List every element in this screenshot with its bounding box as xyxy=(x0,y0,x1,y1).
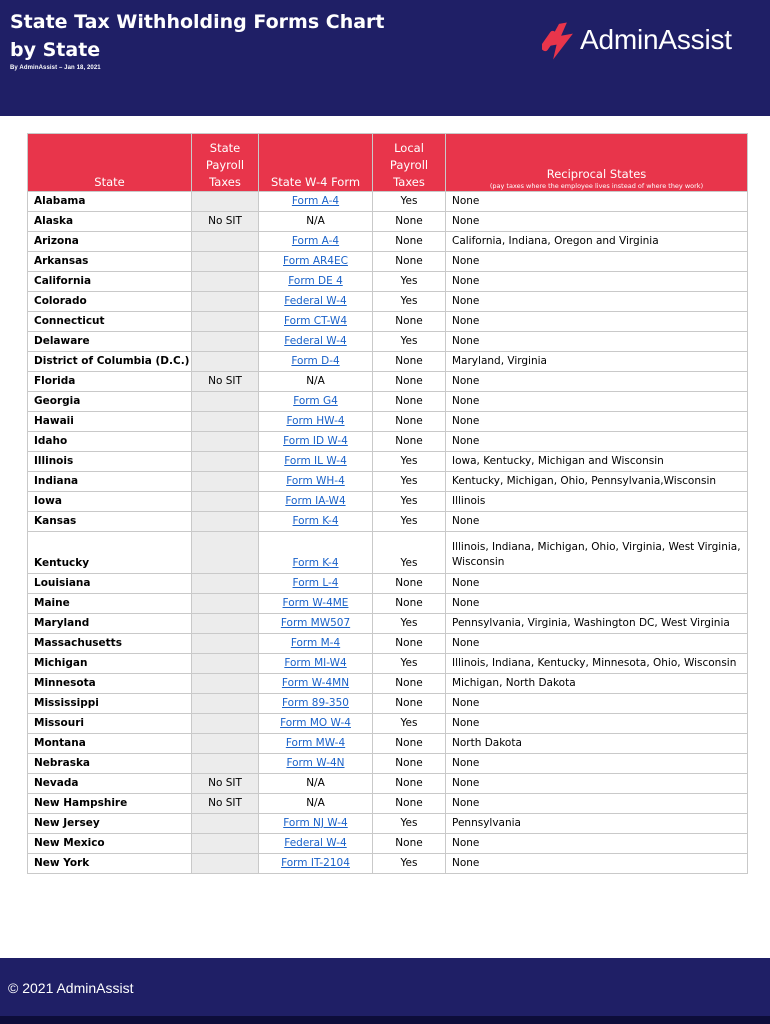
reciprocal-states-cell: California, Indiana, Oregon and Virginia xyxy=(446,232,748,252)
local-taxes-cell: Yes xyxy=(373,332,446,352)
payroll-taxes-cell xyxy=(192,492,259,512)
w4-form-link[interactable]: Form CT-W4 xyxy=(284,315,347,327)
payroll-taxes-cell xyxy=(192,352,259,372)
payroll-taxes-cell xyxy=(192,412,259,432)
column-header-reciprocal xyxy=(446,134,748,192)
state-name-cell: Mississippi xyxy=(28,694,192,714)
local-taxes-cell: Yes xyxy=(373,814,446,834)
admin-assist-logo[interactable] xyxy=(542,22,752,60)
table-row xyxy=(28,432,748,452)
w4-form-link[interactable]: Form HW-4 xyxy=(286,415,345,427)
w4-form-cell xyxy=(259,452,373,472)
local-taxes-cell: Yes xyxy=(373,614,446,634)
w4-form-cell xyxy=(259,372,373,392)
state-name-cell: Arkansas xyxy=(28,252,192,272)
byline: By AdminAssist – Jan 18, 2021 xyxy=(10,65,101,71)
state-name-cell: Alaska xyxy=(28,212,192,232)
w4-form-link[interactable]: Form IA-W4 xyxy=(285,495,346,507)
reciprocal-states-cell: None xyxy=(446,594,748,614)
local-taxes-cell: Yes xyxy=(373,192,446,212)
state-name-cell: Arizona xyxy=(28,232,192,252)
table-row xyxy=(28,412,748,432)
w4-form-link[interactable]: Form MW-4 xyxy=(285,737,346,749)
reciprocal-states-cell: None xyxy=(446,272,748,292)
w4-form-link[interactable]: Form A-4 xyxy=(291,195,340,207)
page-title: State Tax Withholding Forms Chart by State xyxy=(10,11,385,61)
payroll-taxes-cell: No SIT xyxy=(192,794,259,814)
state-name-cell: Illinois xyxy=(28,452,192,472)
state-name-cell: Idaho xyxy=(28,432,192,452)
reciprocal-states-cell: None xyxy=(446,854,748,874)
state-name-cell: New Mexico xyxy=(28,834,192,854)
table-row xyxy=(28,292,748,312)
table-row xyxy=(28,794,748,814)
w4-form-cell xyxy=(259,574,373,594)
reciprocal-states-cell: North Dakota xyxy=(446,734,748,754)
state-name-cell: Colorado xyxy=(28,292,192,312)
local-taxes-cell: Yes xyxy=(373,654,446,674)
w4-form-cell xyxy=(259,212,373,232)
w4-form-link[interactable]: Form G4 xyxy=(293,395,338,407)
w4-form-cell xyxy=(259,674,373,694)
payroll-taxes-cell xyxy=(192,814,259,834)
payroll-taxes-cell xyxy=(192,674,259,694)
local-taxes-cell: Yes xyxy=(373,532,446,574)
payroll-taxes-cell xyxy=(192,734,259,754)
reciprocal-states-cell: None xyxy=(446,574,748,594)
state-name-cell: Michigan xyxy=(28,654,192,674)
payroll-taxes-cell xyxy=(192,574,259,594)
state-name-cell: Missouri xyxy=(28,714,192,734)
payroll-taxes-cell xyxy=(192,452,259,472)
reciprocal-states-cell: Kentucky, Michigan, Ohio, Pennsylvania,Wisconsin xyxy=(446,472,748,492)
payroll-taxes-cell xyxy=(192,332,259,352)
w4-form-link[interactable]: Form K-4 xyxy=(292,557,339,569)
payroll-taxes-cell: No SIT xyxy=(192,774,259,794)
payroll-taxes-cell xyxy=(192,654,259,674)
local-taxes-cell: Yes xyxy=(373,452,446,472)
reciprocal-states-cell: None xyxy=(446,392,748,412)
state-name-cell: District of Columbia (D.C.) xyxy=(28,352,192,372)
w4-form-cell xyxy=(259,512,373,532)
w4-form-cell xyxy=(259,794,373,814)
table-row xyxy=(28,814,748,834)
local-taxes-cell: None xyxy=(373,372,446,392)
table-row xyxy=(28,492,748,512)
w4-form-link[interactable]: Form K-4 xyxy=(292,515,339,527)
w4-form-link[interactable]: Form D-4 xyxy=(291,355,340,367)
reciprocal-states-cell: None xyxy=(446,212,748,232)
w4-form-cell xyxy=(259,714,373,734)
reciprocal-states-cell: None xyxy=(446,634,748,654)
local-taxes-cell: None xyxy=(373,694,446,714)
w4-form-cell xyxy=(259,594,373,614)
payroll-taxes-cell xyxy=(192,432,259,452)
w4-form-cell xyxy=(259,694,373,714)
local-taxes-cell: Yes xyxy=(373,714,446,734)
table-row xyxy=(28,694,748,714)
payroll-taxes-cell xyxy=(192,834,259,854)
payroll-taxes-cell xyxy=(192,532,259,574)
table-row xyxy=(28,392,748,412)
reciprocal-states-cell: None xyxy=(446,774,748,794)
table-row xyxy=(28,192,748,212)
state-name-cell: California xyxy=(28,272,192,292)
payroll-taxes-cell xyxy=(192,232,259,252)
reciprocal-states-cell: None xyxy=(446,332,748,352)
local-taxes-cell: Yes xyxy=(373,472,446,492)
reciprocal-states-cell: Illinois xyxy=(446,492,748,512)
w4-form-cell xyxy=(259,252,373,272)
w4-form-link[interactable]: Form AR4EC xyxy=(283,255,348,267)
local-taxes-cell: None xyxy=(373,674,446,694)
w4-form-cell xyxy=(259,774,373,794)
reciprocal-states-cell: None xyxy=(446,754,748,774)
payroll-taxes-cell xyxy=(192,694,259,714)
w4-form-cell xyxy=(259,734,373,754)
w4-form-link[interactable]: Federal W-4 xyxy=(284,335,347,347)
payroll-taxes-cell xyxy=(192,512,259,532)
state-name-cell: Maryland xyxy=(28,614,192,634)
reciprocal-states-cell: None xyxy=(446,834,748,854)
state-name-cell: Hawaii xyxy=(28,412,192,432)
w4-form-text: N/A xyxy=(306,777,325,789)
payroll-taxes-cell xyxy=(192,854,259,874)
w4-form-text: N/A xyxy=(306,797,325,809)
local-taxes-cell: None xyxy=(373,432,446,452)
local-taxes-cell: Yes xyxy=(373,292,446,312)
w4-form-cell xyxy=(259,332,373,352)
local-taxes-cell: None xyxy=(373,574,446,594)
table-row xyxy=(28,614,748,634)
table-row xyxy=(28,252,748,272)
local-taxes-cell: None xyxy=(373,774,446,794)
column-header-local: Local Payroll Taxes xyxy=(373,134,446,192)
local-taxes-cell: None xyxy=(373,734,446,754)
payroll-taxes-cell xyxy=(192,472,259,492)
payroll-taxes-cell xyxy=(192,252,259,272)
footer-bar xyxy=(0,1016,770,1024)
state-name-cell: New York xyxy=(28,854,192,874)
local-taxes-cell: Yes xyxy=(373,272,446,292)
reciprocal-states-cell: Pennsylvania, Virginia, Washington DC, West Virginia xyxy=(446,614,748,634)
w4-form-link[interactable]: Form M-4 xyxy=(290,637,341,649)
payroll-taxes-cell xyxy=(192,714,259,734)
footer-copyright: © 2021 AdminAssist xyxy=(8,980,134,996)
page-footer xyxy=(0,958,770,1024)
table-row xyxy=(28,854,748,874)
reciprocal-states-cell: None xyxy=(446,794,748,814)
state-name-cell: Maine xyxy=(28,594,192,614)
reciprocal-states-cell: None xyxy=(446,292,748,312)
w4-form-link[interactable]: Form W-4ME xyxy=(282,597,349,609)
w4-form-link[interactable]: Form MI-W4 xyxy=(284,657,347,669)
reciprocal-states-cell: None xyxy=(446,412,748,432)
w4-form-cell xyxy=(259,492,373,512)
reciprocal-states-cell: None xyxy=(446,512,748,532)
w4-form-link[interactable]: Form W-4MN xyxy=(281,677,350,689)
local-taxes-cell: Yes xyxy=(373,854,446,874)
payroll-taxes-cell xyxy=(192,392,259,412)
state-name-cell: Kentucky xyxy=(28,532,192,574)
state-name-cell: Nevada xyxy=(28,774,192,794)
w4-form-cell xyxy=(259,472,373,492)
state-name-cell: Nebraska xyxy=(28,754,192,774)
payroll-taxes-cell xyxy=(192,192,259,212)
w4-form-cell xyxy=(259,192,373,212)
w4-form-link[interactable]: Form W-4N xyxy=(286,757,345,769)
reciprocal-states-cell: Illinois, Indiana, Kentucky, Minnesota, Ohio, Wisconsin xyxy=(446,654,748,674)
w4-form-link[interactable]: Form IT-2104 xyxy=(281,857,350,869)
w4-form-cell xyxy=(259,614,373,634)
reciprocal-note: (pay taxes where the employee lives instead of where they work) xyxy=(489,182,704,190)
w4-form-link[interactable]: Federal W-4 xyxy=(284,295,347,307)
local-taxes-cell: None xyxy=(373,212,446,232)
table-row xyxy=(28,232,748,252)
state-name-cell: New Hampshire xyxy=(28,794,192,814)
reciprocal-states-cell: Illinois, Indiana, Michigan, Ohio, Virginia, West Virginia, Wisconsin xyxy=(446,532,748,574)
payroll-taxes-cell xyxy=(192,754,259,774)
payroll-taxes-cell xyxy=(192,614,259,634)
local-taxes-cell: None xyxy=(373,834,446,854)
w4-form-link[interactable]: Form MW507 xyxy=(280,617,351,629)
column-header-w4: State W-4 Form xyxy=(259,134,373,192)
w4-form-link[interactable]: Federal W-4 xyxy=(284,837,347,849)
w4-form-cell xyxy=(259,432,373,452)
w4-form-cell xyxy=(259,634,373,654)
column-header-payroll: State Payroll Taxes xyxy=(192,134,259,192)
w4-form-link[interactable]: Form A-4 xyxy=(291,235,340,247)
w4-form-cell xyxy=(259,654,373,674)
w4-form-cell xyxy=(259,854,373,874)
table-row xyxy=(28,472,748,492)
w4-form-cell xyxy=(259,312,373,332)
state-name-cell: Kansas xyxy=(28,512,192,532)
local-taxes-cell: None xyxy=(373,412,446,432)
table-row xyxy=(28,512,748,532)
table-row xyxy=(28,714,748,734)
payroll-taxes-cell xyxy=(192,312,259,332)
w4-form-link[interactable]: Form WH-4 xyxy=(286,475,345,487)
table-row xyxy=(28,774,748,794)
table-row xyxy=(28,674,748,694)
table-row xyxy=(28,532,748,574)
local-taxes-cell: None xyxy=(373,312,446,332)
state-name-cell: Indiana xyxy=(28,472,192,492)
state-name-cell: Florida xyxy=(28,372,192,392)
column-header-state: State xyxy=(28,134,192,192)
table-row xyxy=(28,452,748,472)
local-taxes-cell: Yes xyxy=(373,512,446,532)
w4-form-link[interactable]: Form L-4 xyxy=(292,577,339,589)
w4-form-text: N/A xyxy=(306,375,325,387)
local-taxes-cell: None xyxy=(373,392,446,412)
reciprocal-states-cell: Iowa, Kentucky, Michigan and Wisconsin xyxy=(446,452,748,472)
table-row xyxy=(28,352,748,372)
reciprocal-states-cell: Pennsylvania xyxy=(446,814,748,834)
withholding-forms-table xyxy=(27,133,748,874)
state-name-cell: Minnesota xyxy=(28,674,192,694)
table-row xyxy=(28,594,748,614)
reciprocal-states-cell: None xyxy=(446,192,748,212)
table-row xyxy=(28,834,748,854)
reciprocal-states-cell: None xyxy=(446,312,748,332)
local-taxes-cell: Yes xyxy=(373,492,446,512)
reciprocal-states-cell: None xyxy=(446,252,748,272)
reciprocal-states-cell: None xyxy=(446,432,748,452)
logo-wordmark: AdminAssist xyxy=(580,24,732,55)
table-row xyxy=(28,654,748,674)
state-name-cell: Iowa xyxy=(28,492,192,512)
table-row xyxy=(28,372,748,392)
w4-form-text: N/A xyxy=(306,215,325,227)
reciprocal-states-cell: Michigan, North Dakota xyxy=(446,674,748,694)
table-row xyxy=(28,332,748,352)
local-taxes-cell: None xyxy=(373,754,446,774)
table-row xyxy=(28,272,748,292)
w4-form-link[interactable]: Form IL W-4 xyxy=(284,455,347,467)
w4-form-cell xyxy=(259,232,373,252)
w4-form-cell xyxy=(259,814,373,834)
state-name-cell: Massachusetts xyxy=(28,634,192,654)
table-row xyxy=(28,754,748,774)
state-name-cell: Connecticut xyxy=(28,312,192,332)
w4-form-link[interactable]: Form ID W-4 xyxy=(283,435,348,447)
w4-form-cell xyxy=(259,754,373,774)
local-taxes-cell: None xyxy=(373,634,446,654)
w4-form-link[interactable]: Form 89-350 xyxy=(282,697,349,709)
local-taxes-cell: None xyxy=(373,252,446,272)
reciprocal-states-cell: Maryland, Virginia xyxy=(446,352,748,372)
reciprocal-title: Reciprocal States xyxy=(546,167,647,181)
w4-form-cell xyxy=(259,532,373,574)
table-row xyxy=(28,574,748,594)
payroll-taxes-cell xyxy=(192,272,259,292)
table-row xyxy=(28,634,748,654)
payroll-taxes-cell: No SIT xyxy=(192,372,259,392)
state-name-cell: Georgia xyxy=(28,392,192,412)
w4-form-link[interactable]: Form DE 4 xyxy=(288,275,343,287)
local-taxes-cell: None xyxy=(373,352,446,372)
reciprocal-states-cell: None xyxy=(446,694,748,714)
w4-form-cell xyxy=(259,834,373,854)
state-name-cell: Alabama xyxy=(28,192,192,212)
w4-form-cell xyxy=(259,412,373,432)
logo-mark-icon xyxy=(542,22,578,60)
w4-form-cell xyxy=(259,392,373,412)
local-taxes-cell: None xyxy=(373,594,446,614)
state-name-cell: Delaware xyxy=(28,332,192,352)
state-name-cell: New Jersey xyxy=(28,814,192,834)
state-name-cell: Montana xyxy=(28,734,192,754)
w4-form-cell xyxy=(259,272,373,292)
payroll-taxes-cell xyxy=(192,292,259,312)
state-name-cell: Louisiana xyxy=(28,574,192,594)
payroll-taxes-cell xyxy=(192,594,259,614)
payroll-taxes-cell: No SIT xyxy=(192,212,259,232)
local-taxes-cell: None xyxy=(373,794,446,814)
local-taxes-cell: None xyxy=(373,232,446,252)
reciprocal-states-cell: None xyxy=(446,714,748,734)
page-header xyxy=(0,0,770,116)
table-row xyxy=(28,734,748,754)
table-row xyxy=(28,212,748,232)
w4-form-link[interactable]: Form MO W-4 xyxy=(280,717,351,729)
payroll-taxes-cell xyxy=(192,634,259,654)
table-row xyxy=(28,312,748,332)
w4-form-cell xyxy=(259,292,373,312)
w4-form-cell xyxy=(259,352,373,372)
table-header-row xyxy=(28,134,748,192)
w4-form-link[interactable]: Form NJ W-4 xyxy=(283,817,348,829)
reciprocal-states-cell: None xyxy=(446,372,748,392)
